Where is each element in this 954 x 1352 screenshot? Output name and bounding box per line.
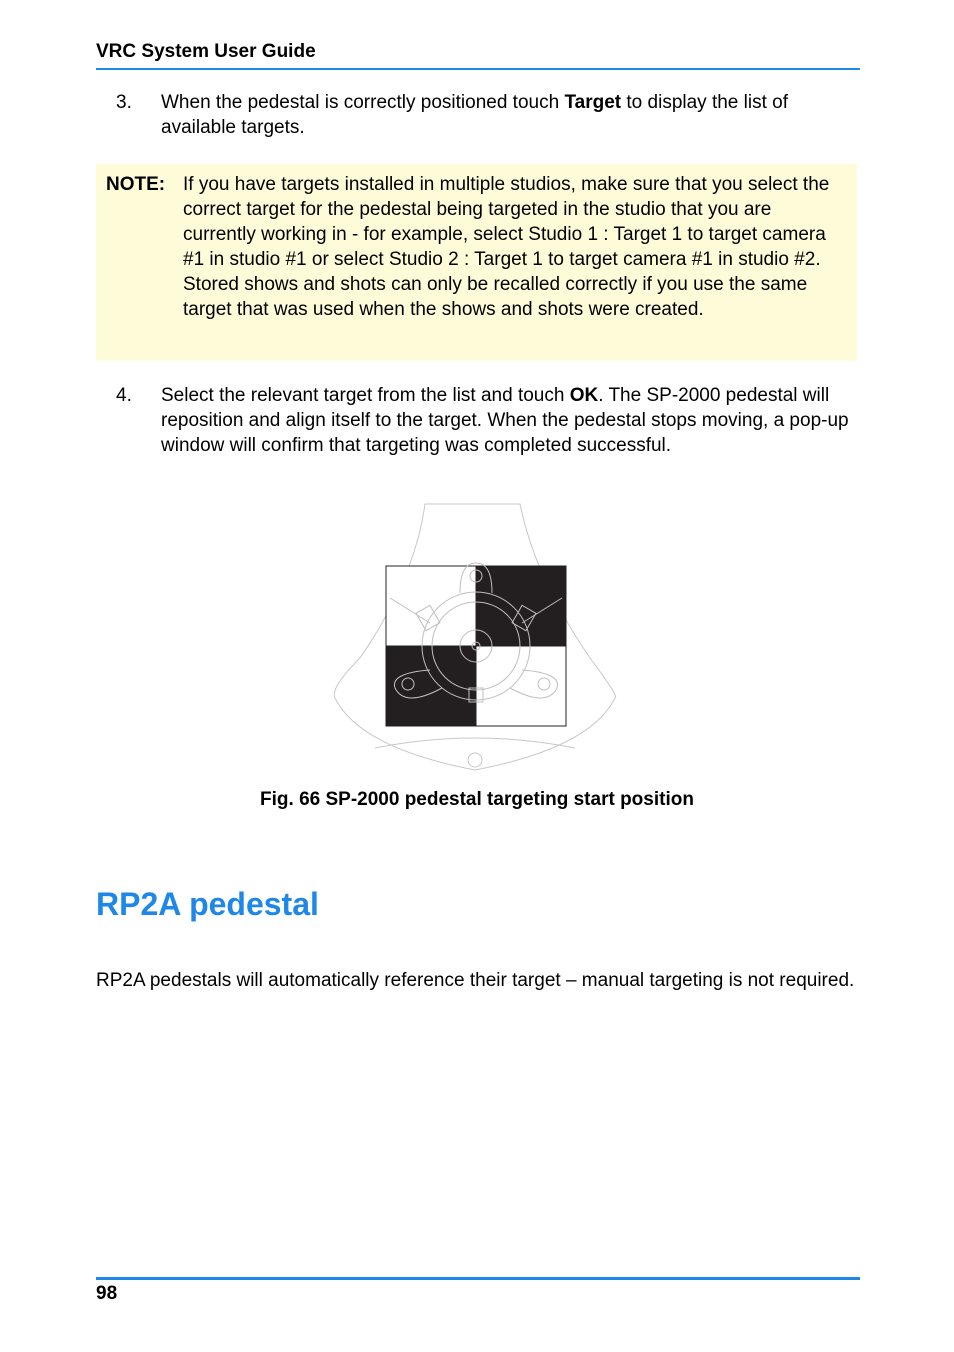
note-box — [96, 164, 857, 361]
pedestal-diagram — [330, 498, 620, 774]
target-quadrant-top-right — [476, 566, 566, 646]
header-rule — [96, 68, 860, 70]
target-keyword: Target — [564, 92, 622, 113]
ok-keyword: OK — [569, 385, 599, 406]
section-heading: RP2A pedestal — [96, 886, 319, 922]
note-label: NOTE: — [106, 174, 166, 195]
page-number: 98 — [96, 1283, 118, 1304]
note-text: If you have targets installed in multiple studios, make sure that you select the correct target for the pedestal being targeted in the studio that you are currently working in - for example, select Studio 1 : Target 1 to target camera #1 in studio #1 or select Studio 2 : Target 1 to target camera #1 in studio #2. Stored shows and shots can only be recalled correctly if you use the same target that was used when the shows and shots were created. — [183, 174, 830, 320]
step-text: Select the relevant target from the list and touch OK. The SP-2000 pedestal will reposition and align itself to the target. When the pedestal stops moving, a pop-up window will confirm that targeting was completed successful. — [161, 385, 849, 456]
footer-rule — [96, 1277, 860, 1280]
figure-caption: Fig. 66 SP-2000 pedestal targeting start position — [260, 789, 694, 810]
target-quadrant-bottom-left — [386, 646, 476, 726]
pedestal-target-figure — [330, 498, 620, 774]
section-paragraph: RP2A pedestals will automatically reference their target – manual targeting is not required. — [96, 970, 855, 991]
step-number: 3. — [116, 92, 132, 113]
front-caster-circle — [468, 753, 482, 767]
step-text: When the pedestal is correctly positioned touch Target to display the list of available targets. — [161, 92, 788, 138]
step-number: 4. — [116, 385, 132, 406]
target-quadrant-bottom-right — [476, 646, 566, 726]
step-3 — [96, 90, 856, 140]
page-header-title: VRC System User Guide — [96, 41, 316, 62]
pedestal-front-curve — [375, 738, 575, 748]
step-4 — [96, 383, 856, 458]
target-quadrant-top-left — [386, 566, 476, 646]
